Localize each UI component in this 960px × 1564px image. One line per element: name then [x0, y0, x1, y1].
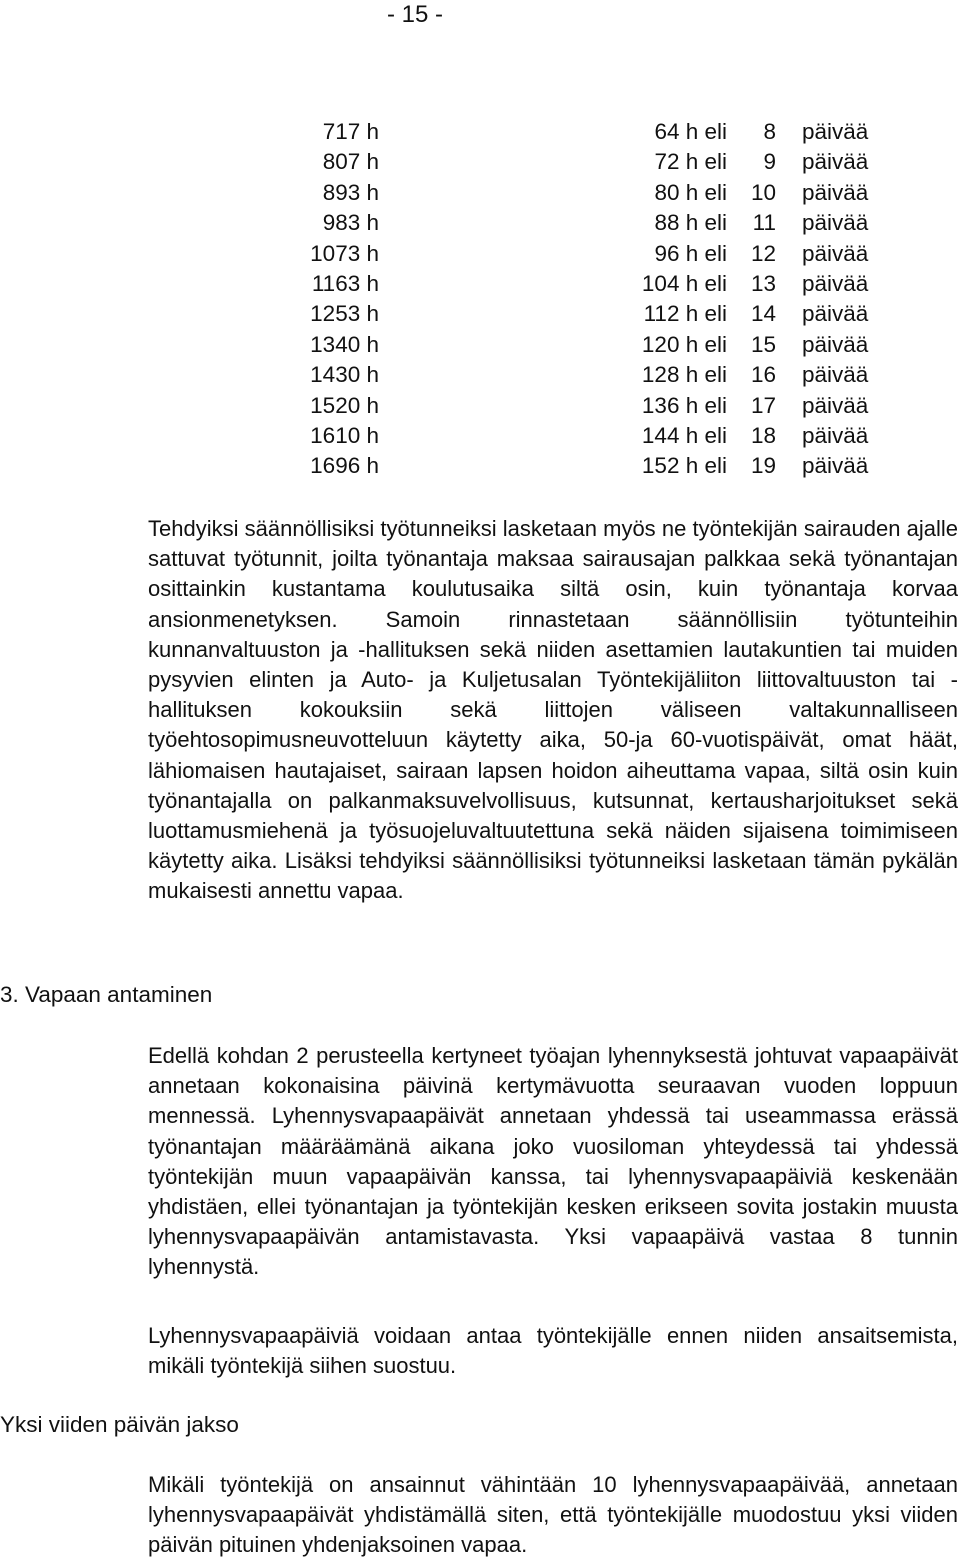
per-day-cell: 112 h eli	[643, 301, 727, 327]
days-cell: 17	[750, 392, 776, 418]
hours-cell: 1163 h	[311, 270, 379, 296]
unit-cell: päivää	[802, 119, 869, 144]
per-day-cell: 120 h eli	[641, 331, 727, 357]
sub-heading-viiden-paivan-jakso: Yksi viiden päivän jakso	[0, 1412, 239, 1437]
per-day-cell: 144 h eli	[641, 422, 727, 448]
unit-cell: päivää	[802, 179, 869, 205]
unit-cell: päivää	[802, 301, 869, 327]
days-cell: 8	[763, 119, 776, 144]
hours-cell: 1696 h	[310, 453, 379, 479]
hours-cell: 807 h	[322, 149, 379, 175]
table-row	[0, 239, 960, 269]
unit-cell: päivää	[802, 240, 869, 266]
table-row	[0, 117, 960, 147]
unit-cell: päivää	[802, 422, 869, 448]
hours-cell: 1430 h	[310, 362, 379, 388]
days-cell: 12	[750, 240, 776, 266]
unit-cell: päivää	[802, 331, 869, 357]
days-cell: 14	[750, 301, 776, 327]
days-cell: 16	[750, 362, 776, 388]
unit-cell: päivää	[802, 210, 869, 236]
paragraph-regular-hours: Tehdyiksi säännöllisiksi työtunneiksi lasketaan myös ne työntekijän sairauden ajalle sattuvat työtunnit, joilta työnantaja maksaa sairausajan palkkaa sekä työnantajan osittainkin kustantama koulutusaika siltä osin, kuin työnantaja korvaa ansionmenetyksen. Samoin rinnastetaan säännöllisiin työtunteihin kunnanvaltuuston ja -hallituksen sekä niiden asettamien lautakuntien tai muiden pysyvien elinten ja Auto- ja Kuljetusalan Työntekijäliiton liittovaltuuston tai -hallituksen kokouksiin sekä liittojen väliseen valtakunnalliseen työehtosopimusneuvotteluun käytetty aika, 50-ja 60-vuotispäivät, omat häät, lähiomaisen hautajaiset, sairaan lapsen hoidon aiheuttama vapaa, siltä osin kuin työnantajalla on palkanmaksuvelvollisuus, kutsunnat, kertausharjoitukset sekä luottamusmiehenä ja työsuojeluvaltuutettuna sekä näiden sijaisena toimimiseen käytetty aika. Lisäksi tehdyiksi säännöllisiksi työtunneiksi lasketaan tämän pykälän mukaisesti annettu vapaa.	[148, 516, 958, 904]
unit-cell: päivää	[802, 392, 869, 418]
table-row	[0, 147, 960, 177]
days-cell: 10	[750, 179, 776, 205]
unit-cell: päivää	[802, 453, 869, 479]
unit-cell: päivää	[802, 149, 869, 175]
per-day-cell: 128 h eli	[641, 362, 727, 388]
table-row	[0, 178, 960, 208]
hours-cell: 1340 h	[310, 331, 379, 357]
per-day-cell: 96 h eli	[654, 240, 727, 266]
per-day-cell: 64 h eli	[654, 119, 727, 144]
hours-cell: 1073 h	[310, 240, 379, 266]
section-heading-vapaan-antaminen: 3. Vapaan antaminen	[0, 982, 213, 1007]
days-cell: 9	[763, 149, 776, 175]
days-cell: 13	[750, 270, 776, 296]
per-day-cell: 104 h eli	[641, 270, 727, 296]
paragraph-vapaapaivat: Edellä kohdan 2 perusteella kertyneet työajan lyhennyksestä johtuvat vapaapäivät annetaan kokonaisina päivinä kertymävuotta seuraavan vuoden loppuun mennessä. Lyhennysvapaapäivät annetaan yhdessä tai useammassa erässä työnantajan määräämänä aikana joko vuosiloman yhteydessä tai yhdessä työntekijän muun vapaapäivän kanssa, tai lyhennysvapaapäiviä keskenään yhdistäen, ellei työnantajan ja työntekijän kesken erikseen sovita jostakin muusta lyhennysvapaapäivän antamistavasta. Yksi vapaapäivä vastaa 8 tunnin lyhennystä.	[148, 1043, 958, 1280]
paragraph-ennakko: Lyhennysvapaapäiviä voidaan antaa työntekijälle ennen niiden ansaitsemista, mikäli työntekijä siihen suostuu.	[148, 1323, 958, 1379]
hours-cell: 717 h	[322, 119, 379, 144]
table-row	[0, 391, 960, 421]
unit-cell: päivää	[802, 362, 869, 388]
table-row	[0, 299, 960, 329]
table-row	[0, 421, 960, 451]
days-cell: 19	[750, 453, 776, 479]
per-day-cell: 136 h eli	[641, 392, 727, 418]
hours-cell: 1253 h	[310, 301, 379, 327]
hours-table	[0, 117, 960, 482]
table-row	[0, 269, 960, 299]
table-row	[0, 360, 960, 390]
per-day-cell: 72 h eli	[654, 149, 727, 175]
days-cell: 11	[752, 210, 776, 236]
hours-cell: 1520 h	[310, 392, 379, 418]
per-day-cell: 80 h eli	[654, 179, 727, 205]
table-row	[0, 451, 960, 481]
hours-cell: 893 h	[322, 179, 379, 205]
per-day-cell: 88 h eli	[654, 210, 727, 236]
days-cell: 15	[750, 331, 776, 357]
hours-cell: 1610 h	[310, 422, 379, 448]
table-row	[0, 330, 960, 360]
table-row	[0, 208, 960, 238]
per-day-cell: 152 h eli	[641, 453, 727, 479]
days-cell: 18	[750, 422, 776, 448]
paragraph-viiden-paivan-jakso: Mikäli työntekijä on ansainnut vähintään 10 lyhennysvapaapäivää, annetaan lyhennysvapaapäivät yhdistämällä siten, että työntekijälle muodostuu yksi viiden päivän pituinen yhdenjaksoinen vapaa.	[148, 1472, 958, 1558]
unit-cell: päivää	[802, 270, 869, 296]
hours-cell: 983 h	[322, 210, 379, 236]
page-number: - 15 -	[386, 1, 443, 28]
